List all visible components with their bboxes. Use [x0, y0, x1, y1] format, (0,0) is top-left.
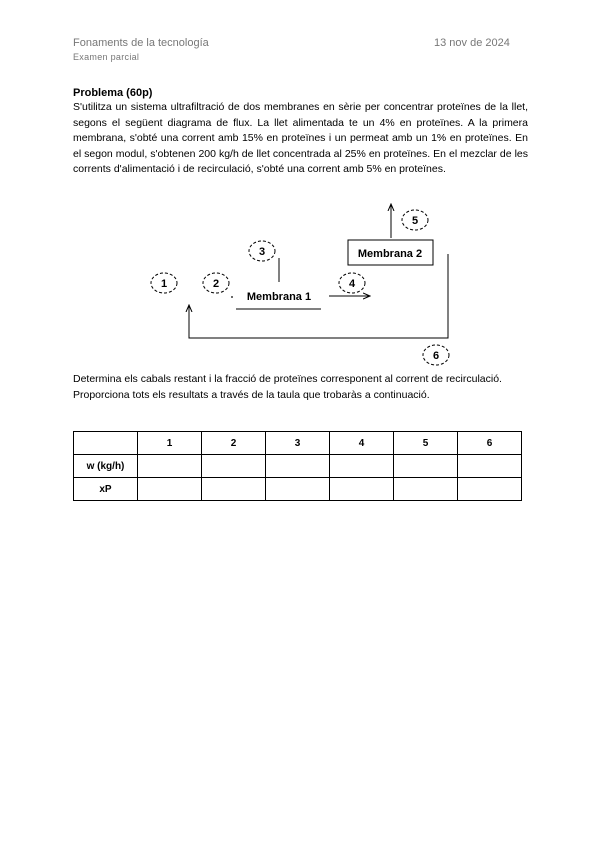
results-table: [73, 431, 522, 501]
table-cell[interactable]: [138, 478, 202, 501]
table-cell[interactable]: [458, 455, 522, 478]
table-cell[interactable]: [202, 478, 266, 501]
stream-5-label: 5: [411, 215, 419, 227]
table-cell[interactable]: [266, 455, 330, 478]
exam-type: Examen parcial: [73, 52, 140, 62]
stream-2-marker: [203, 273, 229, 293]
stream-3-label: 3: [258, 246, 266, 258]
stream-5-marker: [402, 210, 428, 230]
membrane-1-label: Membrana 1: [246, 291, 312, 303]
table-header-cell: 1: [138, 432, 202, 455]
stream-4-label: 4: [348, 278, 356, 290]
recirculation-line: [189, 254, 448, 338]
table-header-cell: 5: [394, 432, 458, 455]
table-cell[interactable]: [202, 455, 266, 478]
table-row: [74, 478, 522, 501]
stream-4-marker: [339, 273, 365, 293]
table-row: [74, 455, 522, 478]
table-header-row: [74, 432, 522, 455]
table-cell[interactable]: [458, 478, 522, 501]
table-header-cell: 3: [266, 432, 330, 455]
table-cell[interactable]: [394, 478, 458, 501]
table-cell[interactable]: [330, 478, 394, 501]
stream-2-label: 2: [212, 278, 220, 290]
table-header-cell: 6: [458, 432, 522, 455]
table-cell[interactable]: [138, 455, 202, 478]
table-cell[interactable]: [394, 455, 458, 478]
row-label: xP: [74, 478, 138, 501]
stream-6-marker: [423, 345, 449, 365]
table-cell[interactable]: [330, 455, 394, 478]
question-text: Determina els cabals restant i la fracció de proteïnes corresponent al corrent de recirculació. Proporciona tots els resultats a través de la taula que trobaràs a continuació.: [73, 373, 502, 401]
stream-1-marker: [151, 273, 177, 293]
table-header-cell: [74, 432, 138, 455]
table-cell[interactable]: [266, 478, 330, 501]
exam-date: 13 nov de 2024: [434, 37, 510, 49]
membrane-2-label: Membrana 2: [357, 248, 423, 260]
stream-1-label: 1: [160, 278, 168, 290]
problem-title: Problema (60p): [73, 87, 153, 99]
course-title: Fonaments de la tecnología: [73, 37, 209, 49]
row-label: w (kg/h): [74, 455, 138, 478]
stream-3-marker: [249, 241, 275, 261]
table-header-cell: 4: [330, 432, 394, 455]
table-header-cell: 2: [202, 432, 266, 455]
mixer-point: [231, 296, 233, 298]
stream-6-label: 6: [432, 350, 440, 362]
problem-statement: S'utilitza un sistema ultrafiltració de dos membranes en sèrie per concentrar proteïnes de la llet, segons el següent diagrama de flux. La llet alimentada te un 4% en proteïnes. A la primera membrana, s'obté una corrent amb 15% en proteïnes i un permeat amb un 1% en proteïnes. En el segon modul, s'obtenen 200 kg/h de llet concentrada al 25% en proteïnes. En el mezclar de les corrents d'alimentació i de recirculació, s'obté una corrent amb 5% en proteïnes.: [73, 101, 528, 175]
